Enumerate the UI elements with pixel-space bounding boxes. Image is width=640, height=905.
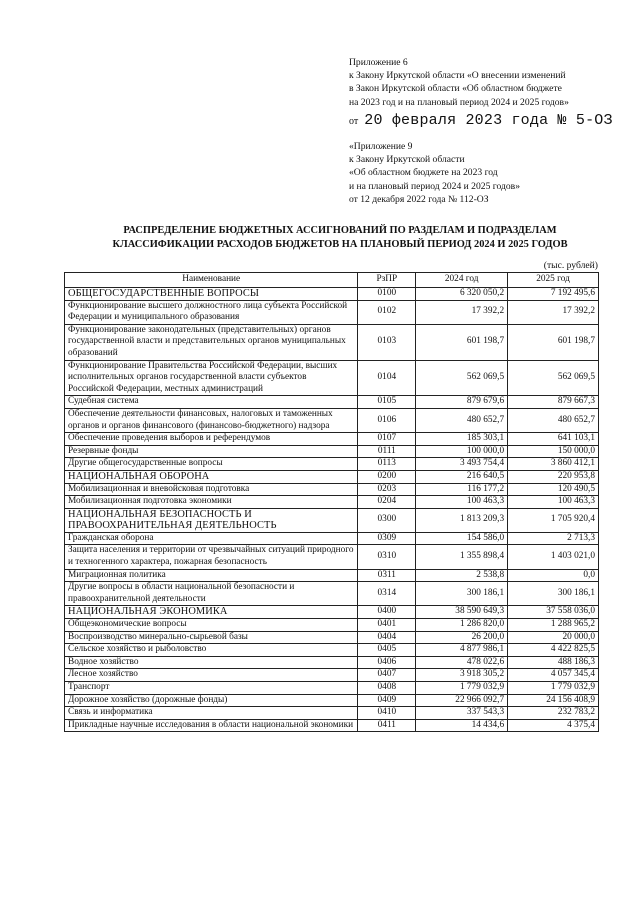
table-row [65, 324, 599, 360]
row-2025: 1 403 021,0 [508, 545, 599, 569]
table-row [65, 656, 599, 669]
table-row [65, 483, 599, 496]
row-2025: 480 652,7 [508, 408, 599, 432]
row-name: Обеспечение деятельности финансовых, налоговых и таможенных органов и органов финансового (финансово-бюджетного) надзора [65, 408, 358, 432]
table-row [65, 719, 599, 732]
table-row [65, 408, 599, 432]
row-2024: 14 434,6 [416, 719, 508, 732]
table-row [65, 631, 599, 644]
row-name: НАЦИОНАЛЬНАЯ ЭКОНОМИКА [65, 606, 358, 619]
appendix-line: Приложение 6 [349, 57, 408, 68]
row-code: 0105 [358, 396, 416, 409]
appendix9-line: и на плановый период 2024 и 2025 годов» [349, 180, 520, 192]
row-2024: 337 543,3 [416, 707, 508, 720]
row-2025: 601 198,7 [508, 324, 599, 360]
row-name: Общеэкономические вопросы [65, 619, 358, 632]
table-row [65, 707, 599, 720]
row-2025: 1 779 032,9 [508, 682, 599, 695]
row-2025: 7 192 495,6 [508, 288, 599, 301]
row-2024: 154 586,0 [416, 532, 508, 545]
row-code: 0311 [358, 569, 416, 582]
table-row [65, 496, 599, 509]
row-code: 0106 [358, 408, 416, 432]
table-row [65, 694, 599, 707]
row-name: НАЦИОНАЛЬНАЯ БЕЗОПАСНОСТЬ И ПРАВООХРАНИТЕЛЬНАЯ ДЕЯТЕЛЬНОСТЬ [65, 508, 358, 532]
row-code: 0200 [358, 470, 416, 483]
row-2025: 879 667,3 [508, 396, 599, 409]
row-2024: 17 392,2 [416, 300, 508, 324]
law-date-line [349, 111, 613, 129]
appendix-9-header [349, 140, 629, 206]
row-name: Судебная система [65, 396, 358, 409]
row-2024: 1 779 032,9 [416, 682, 508, 695]
table-row [65, 508, 599, 532]
row-2024: 38 590 649,3 [416, 606, 508, 619]
row-name: Связь и информатика [65, 707, 358, 720]
row-2024: 2 538,8 [416, 569, 508, 582]
row-2024: 185 303,1 [416, 433, 508, 446]
row-code: 0411 [358, 719, 416, 732]
row-2024: 4 877 986,1 [416, 644, 508, 657]
table-row [65, 644, 599, 657]
row-2024: 6 320 050,2 [416, 288, 508, 301]
row-code: 0300 [358, 508, 416, 532]
row-code: 0111 [358, 445, 416, 458]
table-row [65, 300, 599, 324]
table-row [65, 582, 599, 606]
table-header-row [65, 273, 599, 288]
row-2025: 220 953,8 [508, 470, 599, 483]
row-code: 0314 [358, 582, 416, 606]
appendix9-line: к Закону Иркутской области [349, 154, 465, 166]
title-line: РАСПРЕДЕЛЕНИЕ БЮДЖЕТНЫХ АССИГНОВАНИЙ ПО РАЗДЕЛАМ И ПОДРАЗДЕЛАМ [123, 225, 557, 236]
row-2024: 562 069,5 [416, 360, 508, 396]
row-2024: 1 813 209,3 [416, 508, 508, 532]
row-code: 0113 [358, 458, 416, 471]
row-code: 0406 [358, 656, 416, 669]
row-code: 0405 [358, 644, 416, 657]
row-code: 0204 [358, 496, 416, 509]
row-2024: 300 186,1 [416, 582, 508, 606]
appendix-6-header [349, 56, 629, 109]
row-2024: 116 177,2 [416, 483, 508, 496]
row-2024: 100 463,3 [416, 496, 508, 509]
row-2025: 17 392,2 [508, 300, 599, 324]
row-2025: 100 463,3 [508, 496, 599, 509]
row-2024: 3 918 305,2 [416, 669, 508, 682]
row-2024: 601 198,7 [416, 324, 508, 360]
row-2024: 100 000,0 [416, 445, 508, 458]
row-code: 0104 [358, 360, 416, 396]
appendix9-line: «Приложение 9 [349, 141, 413, 152]
row-name: НАЦИОНАЛЬНАЯ ОБОРОНА [65, 470, 358, 483]
row-2025: 37 558 036,0 [508, 606, 599, 619]
row-2024: 478 022,6 [416, 656, 508, 669]
row-code: 0410 [358, 707, 416, 720]
table-row [65, 619, 599, 632]
row-name: Прикладные научные исследования в области национальной экономики [65, 719, 358, 732]
row-code: 0409 [358, 694, 416, 707]
row-name: Функционирование законодательных (представительных) органов государственной власти и представительных органов муниципальных образований [65, 324, 358, 360]
row-2025: 562 069,5 [508, 360, 599, 396]
row-name: Миграционная политика [65, 569, 358, 582]
row-code: 0401 [358, 619, 416, 632]
row-2025: 4 057 345,4 [508, 669, 599, 682]
row-2025: 1 288 965,2 [508, 619, 599, 632]
row-name: Защита населения и территории от чрезвычайных ситуаций природного и техногенного характера, пожарная безопасность [65, 545, 358, 569]
row-2025: 488 186,3 [508, 656, 599, 669]
row-code: 0400 [358, 606, 416, 619]
row-2025: 120 490,5 [508, 483, 599, 496]
date-prefix: от [349, 116, 359, 127]
appendix-line: к Закону Иркутской области «О внесении изменений [349, 70, 566, 82]
table-row [65, 569, 599, 582]
row-code: 0103 [358, 324, 416, 360]
row-2025: 3 860 412,1 [508, 458, 599, 471]
row-2025: 232 783,2 [508, 707, 599, 720]
appendix-line: в Закон Иркутской области «Об областном бюджете [349, 83, 562, 95]
row-2025: 0,0 [508, 569, 599, 582]
row-2025: 2 713,3 [508, 532, 599, 545]
row-name: Обеспечение проведения выборов и референдумов [65, 433, 358, 446]
row-name: Сельское хозяйство и рыболовство [65, 644, 358, 657]
row-name: Воспроизводство минерально-сырьевой базы [65, 631, 358, 644]
row-code: 0203 [358, 483, 416, 496]
row-name: Мобилизационная и вневойсковая подготовка [65, 483, 358, 496]
row-code: 0404 [358, 631, 416, 644]
table-row [65, 669, 599, 682]
row-code: 0107 [358, 433, 416, 446]
title-line: КЛАССИФИКАЦИИ РАСХОДОВ БЮДЖЕТОВ НА ПЛАНОВЫЙ ПЕРИОД 2024 И 2025 ГОДОВ [112, 239, 568, 250]
row-2024: 1 286 820,0 [416, 619, 508, 632]
law-date: 20 февраля 2023 года № 5-ОЗ [364, 112, 613, 129]
row-name: Водное хозяйство [65, 656, 358, 669]
row-name: Другие общегосударственные вопросы [65, 458, 358, 471]
header-2024: 2024 год [416, 273, 508, 288]
appendix-line: на 2023 год и на плановый период 2024 и 2025 годов» [349, 96, 569, 108]
table-row [65, 360, 599, 396]
row-name: Гражданская оборона [65, 532, 358, 545]
table-row [65, 532, 599, 545]
appendix9-line: от 12 декабря 2022 года № 112-ОЗ [349, 193, 489, 205]
row-2025: 20 000,0 [508, 631, 599, 644]
table-row [65, 458, 599, 471]
row-2024: 1 355 898,4 [416, 545, 508, 569]
row-code: 0407 [358, 669, 416, 682]
row-name: Функционирование высшего должностного лица субъекта Российской Федерации и муниципального образования [65, 300, 358, 324]
row-name: ОБЩЕГОСУДАРСТВЕННЫЕ ВОПРОСЫ [65, 288, 358, 301]
row-name: Лесное хозяйство [65, 669, 358, 682]
row-2024: 879 679,6 [416, 396, 508, 409]
table-row [65, 433, 599, 446]
table-row [65, 288, 599, 301]
table-row [65, 682, 599, 695]
document-title [60, 224, 620, 252]
table-row [65, 396, 599, 409]
units-label: (тыс. рублей) [543, 260, 598, 271]
table-row [65, 445, 599, 458]
table-row [65, 470, 599, 483]
row-code: 0310 [358, 545, 416, 569]
row-2025: 300 186,1 [508, 582, 599, 606]
row-code: 0309 [358, 532, 416, 545]
row-2024: 3 493 754,4 [416, 458, 508, 471]
budget-table [64, 272, 599, 732]
row-2025: 24 156 408,9 [508, 694, 599, 707]
header-name: Наименование [65, 273, 358, 288]
appendix9-line: «Об областном бюджете на 2023 год [349, 167, 498, 179]
row-2024: 480 652,7 [416, 408, 508, 432]
row-code: 0102 [358, 300, 416, 324]
row-name: Мобилизационная подготовка экономики [65, 496, 358, 509]
row-2024: 216 640,5 [416, 470, 508, 483]
row-2025: 150 000,0 [508, 445, 599, 458]
header-2025: 2025 год [508, 273, 599, 288]
row-2025: 1 705 920,4 [508, 508, 599, 532]
row-name: Резервные фонды [65, 445, 358, 458]
table-row [65, 545, 599, 569]
row-name: Дорожное хозяйство (дорожные фонды) [65, 694, 358, 707]
row-name: Транспорт [65, 682, 358, 695]
row-2025: 641 103,1 [508, 433, 599, 446]
header-code: РзПР [358, 273, 416, 288]
table-row [65, 606, 599, 619]
row-2024: 22 966 092,7 [416, 694, 508, 707]
row-code: 0408 [358, 682, 416, 695]
row-code: 0100 [358, 288, 416, 301]
row-2025: 4 375,4 [508, 719, 599, 732]
row-name: Другие вопросы в области национальной безопасности и правоохранительной деятельности [65, 582, 358, 606]
row-name: Функционирование Правительства Российской Федерации, высших исполнительных органов государственной власти субъектов Российской Федерации, местных администраций [65, 360, 358, 396]
row-2024: 26 200,0 [416, 631, 508, 644]
row-2025: 4 422 825,5 [508, 644, 599, 657]
